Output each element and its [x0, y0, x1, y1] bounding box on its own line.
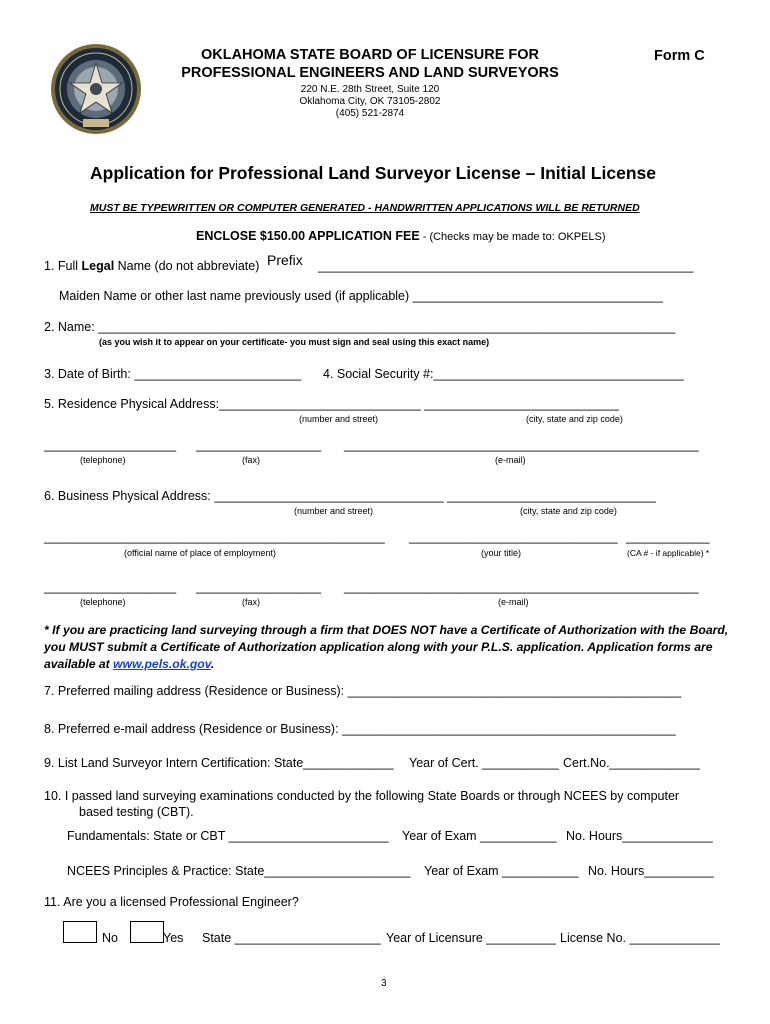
no-label: No — [102, 931, 118, 945]
employer-line[interactable]: _________________________________________________ — [44, 530, 385, 544]
form-label: Form C — [654, 48, 705, 64]
business-fax-line[interactable]: __________________ — [196, 580, 322, 594]
business-address-field[interactable]: 6. Business Physical Address: _________________________________ ______________________________ — [44, 489, 656, 503]
your-title-caption: (your title) — [481, 548, 522, 558]
business-street-caption: (number and street) — [294, 506, 374, 516]
residence-street-caption: (number and street) — [299, 414, 379, 424]
title-line[interactable]: ______________________________ — [409, 530, 618, 544]
coa-notice-text: * If you are practicing land surveying through a firm that DOES NOT have a Certificate of Authorization with the Board, you MUST submit a Certificate of Authorization application along with your P.L.S. application. Application forms are available at — [44, 623, 729, 671]
ssn-field[interactable]: 4. Social Security #:____________________________________ — [323, 367, 684, 381]
q10-line2: based testing (CBT). — [79, 805, 194, 819]
board-phone: (405) 521-2874 — [335, 108, 405, 119]
business-phone-caption: (telephone) — [80, 597, 126, 607]
page-title: Application for Professional Land Surveyor License – Initial License — [90, 163, 656, 183]
board-name-line2: PROFESSIONAL ENGINEERS AND LAND SURVEYORS — [181, 65, 559, 81]
maiden-name-field[interactable]: Maiden Name or other last name previously used (if applicable) ____________________________________ — [59, 289, 663, 303]
residence-phone-caption: (telephone) — [80, 455, 126, 465]
coa-notice-end: . — [210, 657, 215, 671]
q1-post: Name (do not abbreviate) — [114, 259, 260, 273]
residence-city-caption: (city, state and zip code) — [526, 414, 623, 424]
yes-checkbox[interactable] — [130, 921, 164, 943]
business-email-line[interactable]: ___________________________________________________ — [344, 580, 699, 594]
pp-state-field[interactable]: NCEES Principles & Practice: State_____________________ — [67, 864, 411, 878]
residence-address-field[interactable]: 5. Residence Physical Address:_____________________________ ____________________________ — [44, 397, 619, 411]
pels-website-link[interactable]: www.pels.ok.gov — [113, 657, 211, 671]
board-address-line2: Oklahoma City, OK 73105-2802 — [299, 96, 441, 107]
business-phone-line[interactable]: ___________________ — [44, 580, 177, 594]
fundamentals-state-field[interactable]: Fundamentals: State or CBT _______________________ — [67, 829, 389, 843]
fundamentals-hours-field[interactable]: No. Hours_____________ — [566, 829, 713, 843]
pe-year-field[interactable]: Year of Licensure __________ — [386, 931, 556, 945]
yes-label: Yes — [163, 931, 184, 945]
fee-payee: - (Checks may be made to: OKPELS) — [419, 231, 606, 243]
q1-label — [44, 259, 259, 273]
fee-notice — [196, 229, 606, 243]
business-fax-caption: (fax) — [242, 597, 260, 607]
board-address-line1: 220 N.E. 28th Street, Suite 120 — [300, 84, 440, 95]
prefix-field[interactable]: Prefix — [267, 252, 303, 268]
residence-fax-line[interactable]: __________________ — [196, 438, 322, 452]
residence-phone-line[interactable]: ___________________ — [44, 438, 177, 452]
pp-year-field[interactable]: Year of Exam ___________ — [424, 864, 579, 878]
residence-fax-caption: (fax) — [242, 455, 260, 465]
intern-cert-field[interactable]: Cert.No._____________ — [563, 756, 700, 770]
pp-hours-field[interactable]: No. Hours__________ — [588, 864, 714, 878]
full-name-line[interactable]: ______________________________________________________ — [318, 259, 694, 273]
business-city-caption: (city, state and zip code) — [520, 506, 617, 516]
ca-caption: (CA # - if applicable) * — [627, 548, 710, 558]
no-checkbox[interactable] — [63, 921, 97, 943]
certificate-name-note: (as you wish it to appear on your certificate- you must sign and seal using this exact name) — [99, 337, 490, 347]
intern-year-field[interactable]: Year of Cert. ___________ — [409, 756, 559, 770]
employer-caption: (official name of place of employment) — [124, 548, 276, 558]
q1-legal: Legal — [81, 259, 115, 273]
business-email-caption: (e-mail) — [498, 597, 529, 607]
residence-email-line[interactable]: ___________________________________________________ — [344, 438, 699, 452]
page-number: 3 — [381, 978, 387, 989]
coa-notice — [44, 622, 732, 673]
q1-pre: 1. Full — [44, 259, 82, 273]
fundamentals-year-field[interactable]: Year of Exam ___________ — [402, 829, 557, 843]
certificate-name-field[interactable]: 2. Name: ___________________________________________________________________________________ — [44, 320, 676, 334]
preferred-email-field[interactable]: 8. Preferred e-mail address (Residence or Business): ________________________________________________ — [44, 722, 676, 736]
mailing-address-field[interactable]: 7. Preferred mailing address (Residence or Business): ________________________________________________ — [44, 684, 682, 698]
typewritten-warning: MUST BE TYPEWRITTEN OR COMPUTER GENERATED - HANDWRITTEN APPLICATIONS WILL BE RETURNED — [90, 202, 640, 214]
pe-license-field[interactable]: License No. _____________ — [560, 931, 720, 945]
residence-email-caption: (e-mail) — [495, 455, 526, 465]
date-of-birth-field[interactable]: 3. Date of Birth: ________________________ — [44, 367, 302, 381]
board-name-line1: OKLAHOMA STATE BOARD OF LICENSURE FOR — [200, 47, 540, 63]
fee-amount: ENCLOSE $150.00 APPLICATION FEE — [196, 229, 420, 243]
ca-line[interactable]: ____________ — [626, 530, 710, 544]
state-seal — [50, 43, 142, 135]
intern-state-field[interactable]: 9. List Land Surveyor Intern Certification: State_____________ — [44, 756, 394, 770]
q10-line1: 10. I passed land surveying examinations conducted by the following State Boards or through NCEES by computer — [44, 789, 680, 803]
q11-question: 11. Are you a licensed Professional Engineer? — [44, 895, 299, 909]
pe-state-field[interactable]: State _____________________ — [202, 931, 381, 945]
